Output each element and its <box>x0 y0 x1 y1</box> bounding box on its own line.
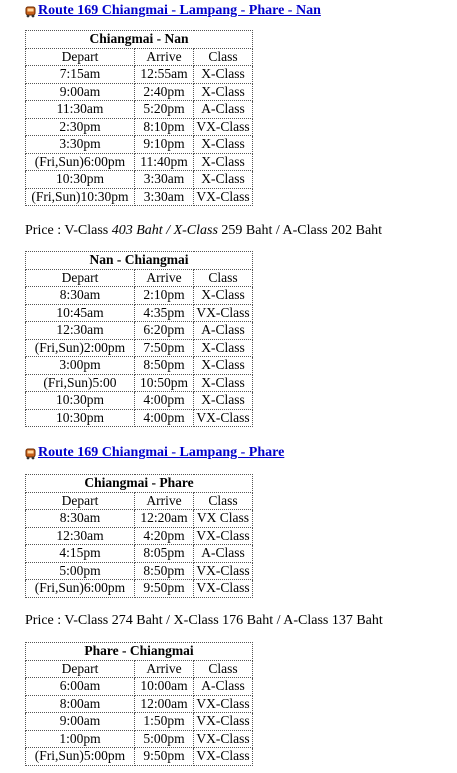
class-cell: X-Class <box>194 83 253 101</box>
depart-cell: 12:30am <box>26 527 135 545</box>
class-cell: VX-Class <box>194 304 253 322</box>
table-row <box>26 153 253 171</box>
depart-cell: 3:30pm <box>26 136 135 154</box>
class-cell: X-Class <box>194 374 253 392</box>
price-x-label: X-Class <box>173 223 222 238</box>
table-row <box>26 339 253 357</box>
depart-cell: (Fri,Sun)6:00pm <box>26 153 135 171</box>
depart-cell: (Fri,Sun)5:00 <box>26 374 135 392</box>
arrive-cell: 12:20am <box>135 510 194 528</box>
depart-cell: 3:00pm <box>26 357 135 375</box>
table-row <box>26 713 253 731</box>
price-separator: / <box>162 223 174 238</box>
route-169-chiangmai-nan-link[interactable]: Route 169 Chiangmai - Lampang - Phare - Nan <box>38 3 321 18</box>
class-cell: A-Class <box>194 545 253 563</box>
depart-cell: 10:45am <box>26 304 135 322</box>
arrive-cell: 9:50pm <box>135 748 194 766</box>
price-prefix: Price : V-Class <box>25 223 112 238</box>
price-a-label: A-Class <box>282 223 332 238</box>
arrive-cell: 4:00pm <box>135 409 194 427</box>
table-row <box>26 304 253 322</box>
price-separator: / <box>272 223 283 238</box>
bus-icon <box>25 5 36 17</box>
class-cell: VX-Class <box>194 562 253 580</box>
price-x-class: 259 Baht <box>221 223 273 238</box>
table-row <box>26 392 253 410</box>
arrive-cell: 5:00pm <box>135 730 194 748</box>
bus-icon <box>25 447 36 459</box>
table-row <box>26 188 253 206</box>
arrive-cell: 8:10pm <box>135 118 194 136</box>
table-row <box>26 730 253 748</box>
class-cell: VX-Class <box>194 580 253 598</box>
depart-cell: 10:30pm <box>26 392 135 410</box>
class-cell: VX-Class <box>194 188 253 206</box>
table-row <box>26 118 253 136</box>
price-line-route-nan <box>25 222 382 240</box>
table-row <box>26 171 253 189</box>
depart-cell: 9:00am <box>26 83 135 101</box>
schedule-table-phare-chiangmai <box>25 642 253 766</box>
table-row <box>26 545 253 563</box>
table-row <box>26 510 253 528</box>
class-cell: X-Class <box>194 136 253 154</box>
depart-cell: 4:15pm <box>26 545 135 563</box>
depart-cell: 12:30am <box>26 322 135 340</box>
table-row <box>26 357 253 375</box>
schedule-table-nan-chiangmai <box>25 251 253 427</box>
arrive-cell: 11:40pm <box>135 153 194 171</box>
arrive-cell: 4:35pm <box>135 304 194 322</box>
depart-cell: 5:00pm <box>26 562 135 580</box>
price-line-route-phare: Price : V-Class 274 Baht / X-Class 176 Baht / A-Class 137 Baht <box>25 613 383 628</box>
depart-cell: 9:00am <box>26 713 135 731</box>
class-cell: A-Class <box>194 678 253 696</box>
table-row <box>26 66 253 84</box>
table-row <box>26 527 253 545</box>
arrive-cell: 2:10pm <box>135 287 194 305</box>
arrive-cell: 3:30am <box>135 188 194 206</box>
table-row <box>26 748 253 766</box>
depart-cell: 1:00pm <box>26 730 135 748</box>
class-cell: VX Class <box>194 510 253 528</box>
column-header-class: Class <box>194 660 253 678</box>
arrive-cell: 8:05pm <box>135 545 194 563</box>
column-header-class: Class <box>194 48 253 66</box>
arrive-cell: 4:00pm <box>135 392 194 410</box>
depart-cell: 8:30am <box>26 510 135 528</box>
class-cell: X-Class <box>194 357 253 375</box>
depart-cell: 7:15am <box>26 66 135 84</box>
table-heading: Chiangmai - Phare <box>26 475 253 493</box>
arrive-cell: 10:00am <box>135 678 194 696</box>
depart-cell: 10:30pm <box>26 409 135 427</box>
table-row <box>26 136 253 154</box>
class-cell: A-Class <box>194 322 253 340</box>
class-cell: X-Class <box>194 171 253 189</box>
class-cell: VX-Class <box>194 527 253 545</box>
column-header-depart: Depart <box>26 269 135 287</box>
column-header-depart: Depart <box>26 492 135 510</box>
class-cell: X-Class <box>194 66 253 84</box>
table-row <box>26 101 253 119</box>
arrive-cell: 9:50pm <box>135 580 194 598</box>
arrive-cell: 3:30am <box>135 171 194 189</box>
column-header-class: Class <box>194 492 253 510</box>
column-header-class: Class <box>194 269 253 287</box>
class-cell: X-Class <box>194 392 253 410</box>
depart-cell: (Fri,Sun)2:00pm <box>26 339 135 357</box>
arrive-cell: 5:20pm <box>135 101 194 119</box>
class-cell: VX-Class <box>194 695 253 713</box>
arrive-cell: 4:20pm <box>135 527 194 545</box>
arrive-cell: 6:20pm <box>135 322 194 340</box>
depart-cell: 10:30pm <box>26 171 135 189</box>
arrive-cell: 2:40pm <box>135 83 194 101</box>
column-header-arrive: Arrive <box>135 492 194 510</box>
class-cell: VX-Class <box>194 713 253 731</box>
depart-cell: 8:00am <box>26 695 135 713</box>
depart-cell: 6:00am <box>26 678 135 696</box>
price-v-class: 403 Baht <box>111 223 163 238</box>
depart-cell: 2:30pm <box>26 118 135 136</box>
table-row <box>26 580 253 598</box>
table-row <box>26 322 253 340</box>
table-heading: Chiangmai - Nan <box>26 31 253 49</box>
table-row <box>26 678 253 696</box>
depart-cell: (Fri,Sun)5:00pm <box>26 748 135 766</box>
class-cell: VX-Class <box>194 748 253 766</box>
column-header-depart: Depart <box>26 48 135 66</box>
schedule-table-chiangmai-phare <box>25 474 253 598</box>
arrive-cell: 7:50pm <box>135 339 194 357</box>
class-cell: A-Class <box>194 101 253 119</box>
table-row <box>26 562 253 580</box>
schedule-table-chiangmai-nan <box>25 30 253 206</box>
column-header-arrive: Arrive <box>135 269 194 287</box>
class-cell: X-Class <box>194 287 253 305</box>
column-header-arrive: Arrive <box>135 660 194 678</box>
arrive-cell: 1:50pm <box>135 713 194 731</box>
class-cell: VX-Class <box>194 118 253 136</box>
class-cell: VX-Class <box>194 730 253 748</box>
table-heading: Nan - Chiangmai <box>26 252 253 270</box>
depart-cell: 8:30am <box>26 287 135 305</box>
arrive-cell: 8:50pm <box>135 562 194 580</box>
column-header-arrive: Arrive <box>135 48 194 66</box>
class-cell: VX-Class <box>194 409 253 427</box>
class-cell: X-Class <box>194 339 253 357</box>
depart-cell: (Fri,Sun)10:30pm <box>26 188 135 206</box>
table-row <box>26 374 253 392</box>
column-header-depart: Depart <box>26 660 135 678</box>
depart-cell: (Fri,Sun)6:00pm <box>26 580 135 598</box>
arrive-cell: 12:00am <box>135 695 194 713</box>
price-a-class: 202 Baht <box>331 223 383 238</box>
table-row <box>26 695 253 713</box>
table-row <box>26 83 253 101</box>
arrive-cell: 8:50pm <box>135 357 194 375</box>
arrive-cell: 10:50pm <box>135 374 194 392</box>
table-heading: Phare - Chiangmai <box>26 643 253 661</box>
table-row <box>26 409 253 427</box>
arrive-cell: 9:10pm <box>135 136 194 154</box>
table-row <box>26 287 253 305</box>
depart-cell: 11:30am <box>26 101 135 119</box>
class-cell: X-Class <box>194 153 253 171</box>
arrive-cell: 12:55am <box>135 66 194 84</box>
route-169-chiangmai-phare-link[interactable]: Route 169 Chiangmai - Lampang - Phare <box>38 445 285 460</box>
